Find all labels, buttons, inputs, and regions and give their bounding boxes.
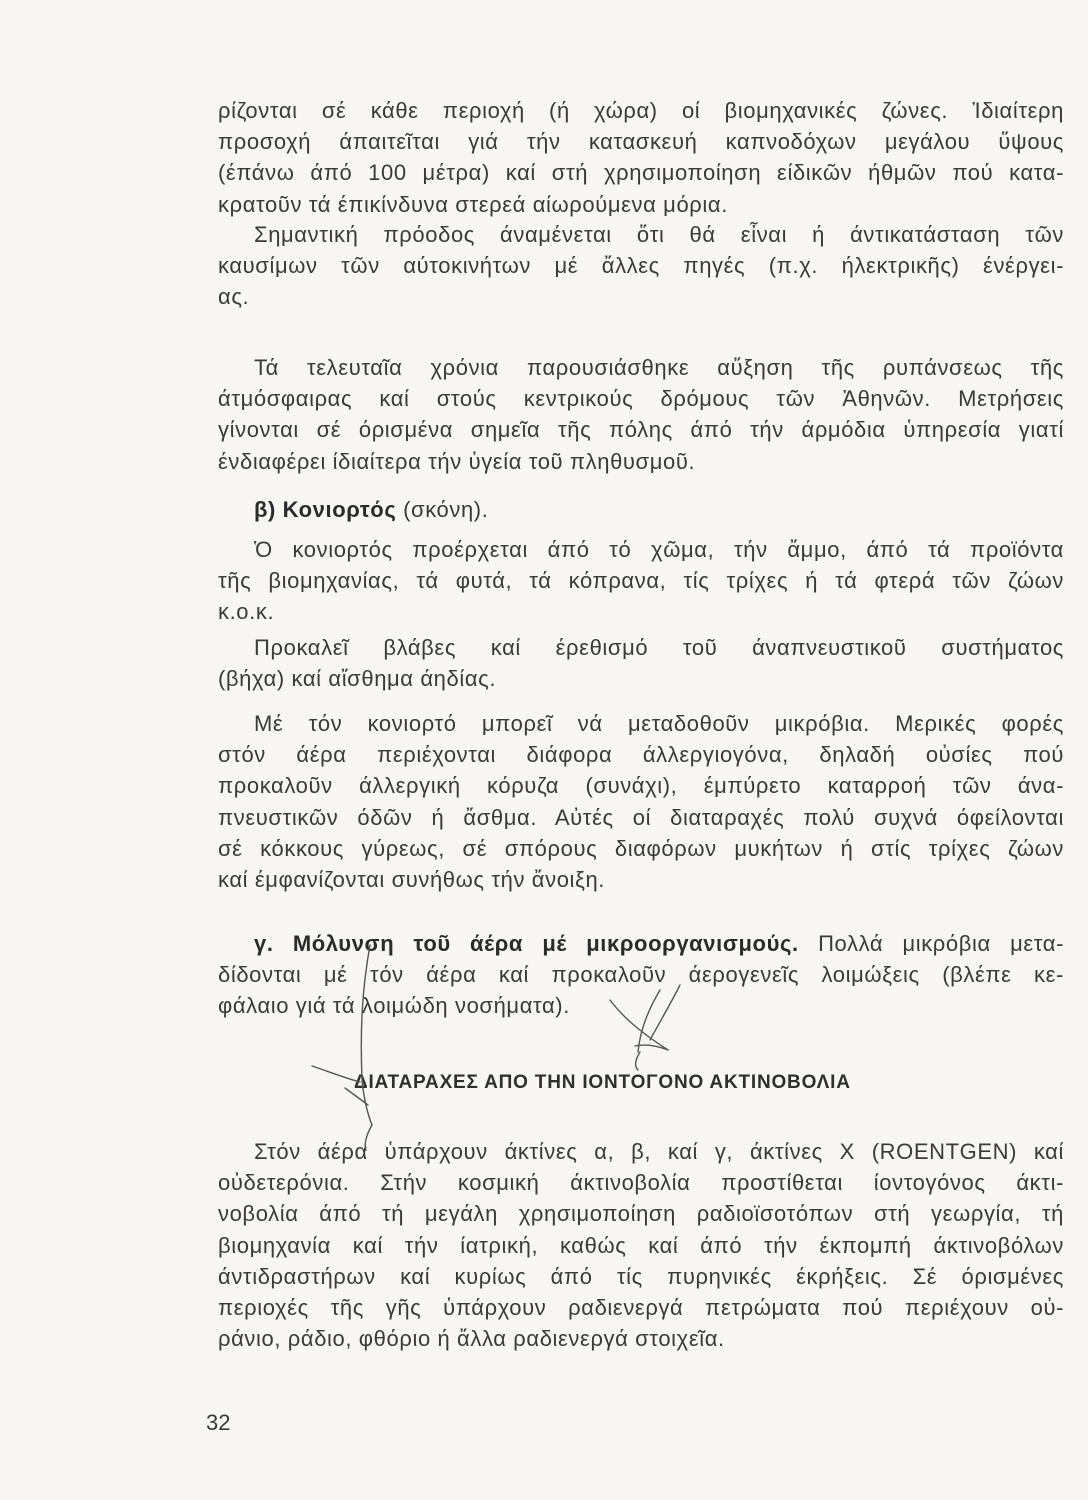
paragraph-radiation: [218, 1136, 1064, 1354]
text-line: τῆς βιομηχανίας, τά φυτά, τά κόπρανα, τίς τρίχες ή τά φτερά τῶν ζώων: [218, 568, 1064, 594]
paragraph-allergens: [218, 708, 1064, 895]
text-line: στόν άέρα περιέχονται διάφορα άλλεργιογόνα, δηλαδή οὐσίες πού: [218, 742, 1064, 768]
text-line: Ὁ κονιορτός προέρχεται άπό τό χῶμα, τήν ἄμμο, άπό τά προϊόντα: [254, 537, 1064, 562]
text-line: φάλαιο γιά τά λοιμώδη νοσήματα).: [218, 993, 570, 1019]
text-line: Τά τελευταῖα χρόνια παρουσιάσθηκε αὔξηση τῆς ρυπάνσεως τῆς: [254, 355, 1064, 380]
text-line: σέ κόκκους γύρεως, σέ σπόρους διαφόρων μυκήτων ή στίς τρίχες ζώων: [218, 835, 1064, 861]
text-line: ρίζονται σέ κάθε περιοχή (ή χώρα) οί βιομηχανικές ζώνες. Ἰδιαίτερη: [218, 98, 1064, 123]
text-fragment: Πολλά μικρόβια μετα-: [818, 931, 1064, 956]
page-number: 32: [206, 1410, 231, 1435]
text-line: άντιδραστήρων καί κυρίως άπό τίς πυρηνικές έκρήξεις. Σέ όρισμένες: [218, 1263, 1064, 1289]
text-line: ας.: [218, 284, 250, 310]
text-line: καυσίμων τῶν αύτοκινήτων μέ ἄλλες πηγές (π.χ. ήλεκτρικῆς) ένέργει-: [218, 253, 1064, 279]
text-line: Μέ τόν κονιορτό μπορεῖ νά μεταδοθοῦν μικρόβια. Μερικές φορές: [254, 711, 1064, 736]
text-line: πνευστικῶν όδῶν ή ἄσθμα. Αὐτές οί διαταραχές πολύ συχνά όφείλονται: [218, 804, 1064, 830]
text-line: ένδιαφέρει ίδιαίτερα τήν ὑγεία τοῦ πληθυσμοῦ.: [218, 448, 696, 474]
text-line: δίδονται μέ τόν άέρα καί προκαλοῦν άερογενεῖς λοιμώξεις (βλέπε κε-: [218, 962, 1064, 988]
section-title-ionizing-radiation: ΔΙΑΤΑΡΑΧΕΣ ΑΠΟ ΤΗΝ ΙΟΝΤΟΓΟΝΟ ΑΚΤΙΝΟΒΟΛΙΑ: [354, 1072, 851, 1093]
subheading-dust-label: β) Κονιορτός: [254, 497, 397, 522]
text-line: [218, 928, 1064, 959]
text-line: (έπάνω άπό 100 μέτρα) καί στή χρησιμοποίηση είδικῶν ήθμῶν πού κατα-: [218, 160, 1064, 186]
text-line: προκαλοῦν άλλεργική κόρυζα (συνάχι), έμπύρετο καταρροή τῶν άνα-: [218, 773, 1064, 799]
text-line: περιοχές τῆς γῆς ὑπάρχουν ραδιενεργά πετρώματα πού περιέχουν οὐ-: [218, 1295, 1064, 1321]
text-line: οὐδετερόνια. Στήν κοσμική άκτινοβολία προστίθεται ίοντογόνος άκτι-: [218, 1170, 1064, 1196]
text-line: καί έμφανίζονται συνήθως τήν ἄνοιξη.: [218, 867, 606, 893]
text-line: βιομηχανία καί τήν ίατρική, καθώς καί άπό τήν έκπομπή άκτινοβόλων: [218, 1232, 1064, 1258]
text-line: νοβολία άπό τή μεγάλη χρησιμοποίηση ραδιοϊσοτόπων στή γεωργία, τή: [218, 1201, 1064, 1227]
text-line: κ.ο.κ.: [218, 599, 275, 625]
text-line: άτμόσφαιρας καί στούς κεντρικούς δρόμους τῶν Ἀθηνῶν. Μετρήσεις: [218, 386, 1064, 412]
subheading-microorganisms: γ. Μόλυνση τοῦ άέρα μέ μικροοργανισμούς.: [254, 931, 799, 956]
text-line: ράνιο, ράδιο, φθόριο ή ἄλλα ραδιενεργά στοιχεῖα.: [218, 1326, 725, 1352]
text-line: Προκαλεῖ βλάβες καί έρεθισμό τοῦ άναπνευστικοῦ συστήματος: [254, 635, 1064, 660]
text-line: [218, 494, 1064, 525]
text-line: (βήχα) καί αἴσθημα άηδίας.: [218, 666, 497, 692]
subheading-dust-paren: (σκόνη).: [403, 497, 489, 522]
paragraph-microorganisms: [218, 928, 1064, 1022]
subheading-dust: [218, 494, 1064, 525]
paragraph-industrial-zones: [218, 95, 1064, 220]
text-line: κρατοῦν τά έπικίνδυνα στερεά αίωρούμενα μόρια.: [218, 191, 728, 217]
paragraph-dust-effects: [218, 632, 1064, 694]
text-line: προσοχή άπαιτεῖται γιά τήν κατασκευή καπνοδόχων μεγάλου ὕψους: [218, 129, 1064, 155]
paragraph-fuel-replacement: [218, 219, 1064, 313]
text-line: γίνονται σέ όρισμένα σημεῖα τῆς πόλης άπό τήν άρμόδια ὑπηρεσία γιατί: [218, 417, 1064, 443]
paragraph-dust-origin: [218, 534, 1064, 628]
text-line: Σημαντική πρόοδος άναμένεται ὅτι θά εἶναι ή άντικατάσταση τῶν: [254, 222, 1064, 247]
paragraph-athens-pollution: [218, 352, 1064, 477]
text-line: Στόν άέρα ὑπάρχουν άκτίνες α, β, καί γ, άκτίνες Χ (ROENTGEN) καί: [254, 1139, 1064, 1164]
